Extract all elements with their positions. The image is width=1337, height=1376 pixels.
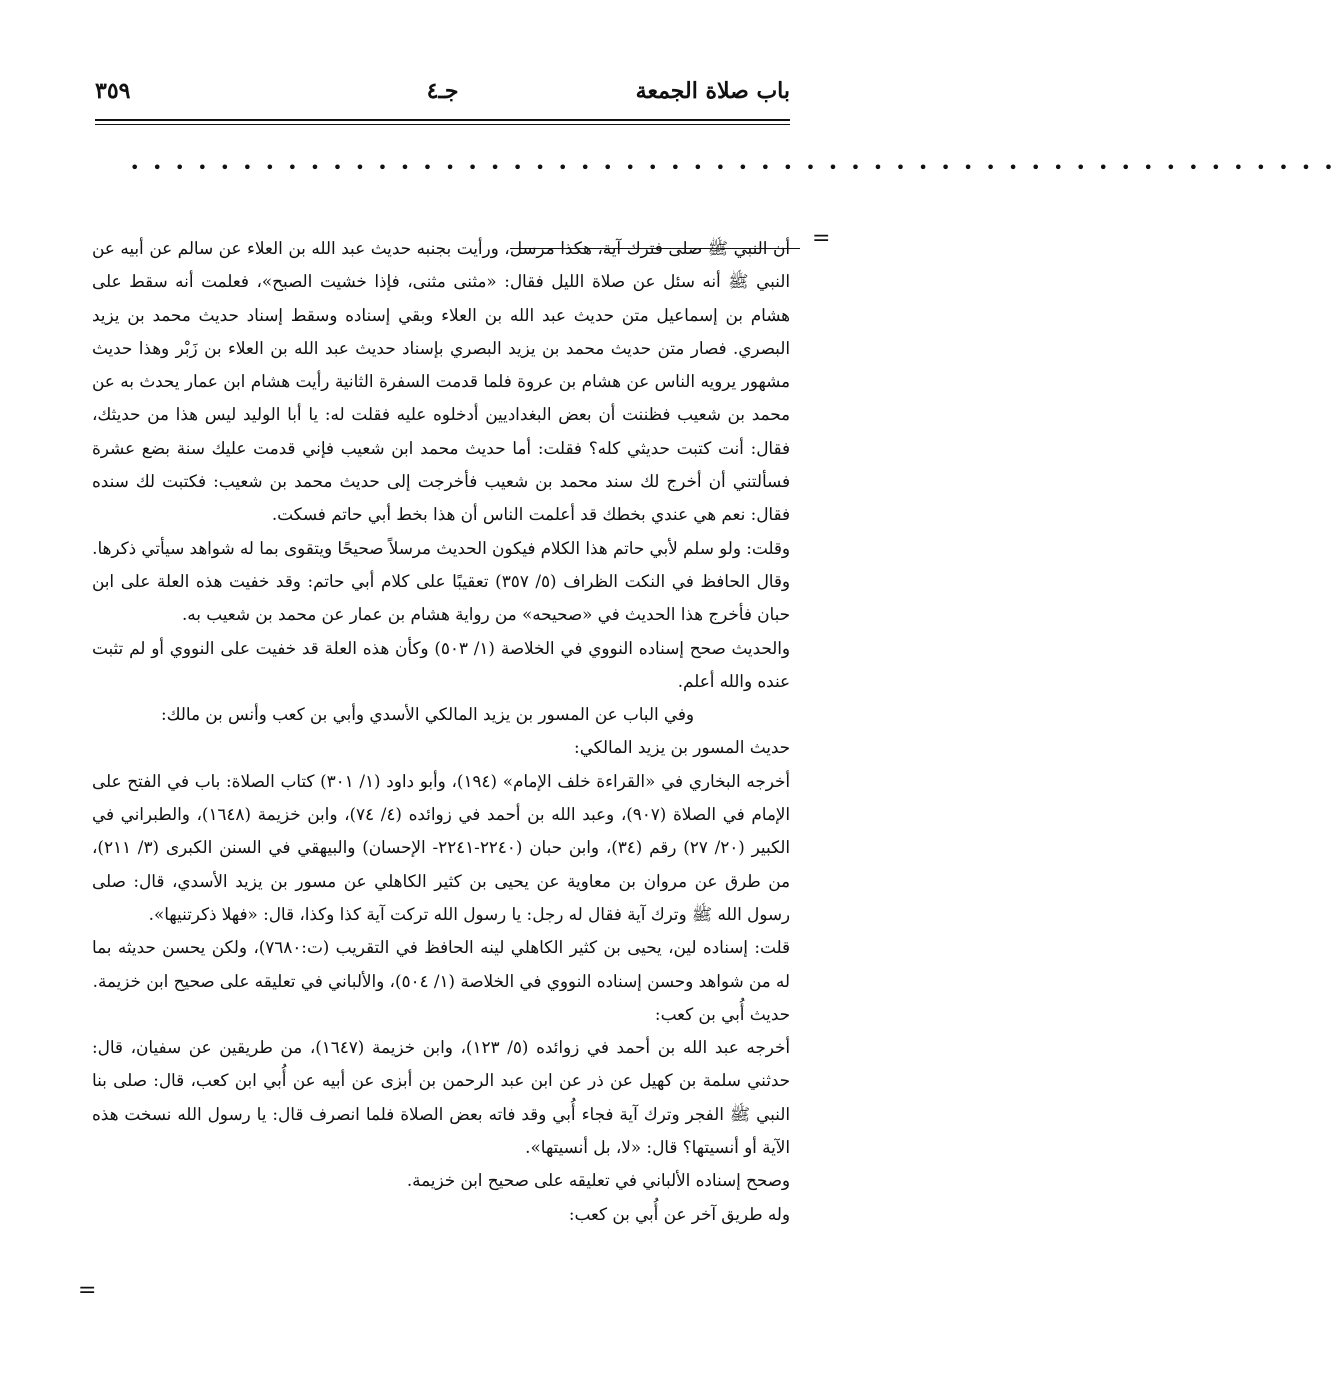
paragraph: أخرجه عبد الله بن أحمد في زوائده (٥/ ١٢٣)، وابن خزيمة (١٦٤٧)، من طريقين عن سفيان، قال: حدثني سلمة بن كهيل عن ذر عن ابن عبد الرحمن بن أبزى عن أبيه عن أُبي ابن كعب، قال: صلى بنا النبي ﷺ الفجر وترك آية فجاء أُبي وقد فاته بعض الصلاة فلما انصرف قال: يا رسول الله نسخت هذه الآية أو أنسيتها؟ قال: «لا، بل أنسيتها». [92,1037,790,1158]
footnote-continues-mark: = [78,1278,97,1303]
paragraph: قلت: إسناده لين، يحيى بن كثير الكاهلي لينه الحافظ في التقريب (ت:٧٦٨٠)، ولكن يحسن حديثه بما له من شواهد وحسن إسناده النووي في الخلاصة (١/ ٥٠٤)، والألباني في تعليقه على صحيح ابن خزيمة. [92,937,791,991]
paragraph: وفي الباب عن المسور بن يزيد المالكي الأسدي وأبي بن كعب وأنس بن مالك: [161,704,694,725]
paragraph: وصحح إسناده الألباني في تعليقه على صحيح ابن خزيمة. [406,1170,790,1191]
paragraph: وقال الحافظ في النكت الظراف (٥/ ٣٥٧) تعقيبًا على كلام أبي حاتم: وقد خفيت هذه العلة على ابن حبان فأخرج هذا الحديث في «صحيحه» من رواية هشام بن عمار عن محمد بن شعيب به. [92,570,790,625]
footnote-body [92,232,790,1231]
paragraph: أن النبي ﷺ صلى فترك آية، هكذا مرسل، ورأيت بجنبه حديث عبد الله بن العلاء عن سالم عن أبيه عن النبي ﷺ أنه سئل عن صلاة الليل فقال: «مثنى مثنى، فإذا خشيت الصبح»، فعلمت أنه سقط على هشام بن إسماعيل متن حديث عبد الله بن العلاء وبقي إسناده وسقط إسناد حديث محمد بن يزيد البصري. فصار متن حديث محمد بن يزيد البصري بإسناد حديث عبد الله بن العلاء بن زَبْر وهذا حديث مشهور يرويه الناس عن هشام بن عروة فلما قدمت السفرة الثانية رأيت هشام ابن عمار يحدث به عن محمد بن شعيب فظننت أن بعض البغداديين أدخلوه عليه فقلت له: يا أبا الوليد ليس هذا من حديثك، فقال: أنت كتبت حديثي كله؟ فقلت: أما حديث محمد ابن شعيب فإني قدمت عليك سنة بضع عشرة فسألتني أن أخرج لك سند محمد بن شعيب فأخرجت إلى حديث محمد بن شعيب: فكتبت لك سنده فقال: نعم هي عندي بخطك قد أعلمت الناس أن هذا بخط أبي حاتم فسكت. [92,238,790,525]
paragraph: وله طريق آخر عن أُبي بن كعب: [568,1203,790,1224]
paragraph: وقلت: ولو سلم لأبي حاتم هذا الكلام فيكون الحديث مرسلاً صحيحًا ويتقوى بما له شواهد سيأتي ذكرها. [92,537,790,558]
section-heading: حديث أُبي بن كعب: [654,1003,790,1024]
header-rule-thin [95,124,790,125]
page-header [95,78,790,118]
page-number: ٣٥٩ [95,78,131,104]
section-heading: حديث المسور بن يزيد المالكي: [574,737,790,758]
separator-dots: • • • • • • • • • • • • • • • • • • • • • • • • • • • • • • • • • • • • • • • • • • • • • • • • • • • • • • [130,158,1337,177]
volume-label: جـ٤ [426,78,459,104]
header-rule-thick [95,119,790,121]
chapter-title: باب صلاة الجمعة [635,78,790,104]
paragraph: والحديث صحح إسناده النووي في الخلاصة (١/ ٥٠٣) وكأن هذه العلة قد خفيت على النووي أو لم تثبت عنده والله أعلم. [92,637,791,691]
paragraph: أخرجه البخاري في «القراءة خلف الإمام» (١٩٤)، وأبو داود (١/ ٣٠١) كتاب الصلاة: باب في الفتح على الإمام في الصلاة (٩٠٧)، وعبد الله بن أحمد في زوائده (٤/ ٧٤)، وابن خزيمة (١٦٤٨)، والطبراني في الكبير (٢٠/ ٢٧) رقم (٣٤)، وابن حبان (٢٢٤٠-٢٢٤١- الإحسان) والبيهقي في السنن الكبرى (٣/ ٢١١)، من طرق عن مروان بن معاوية عن يحيى بن كثير الكاهلي عن مسور بن يزيد الأسدي، قال: صلى رسول الله ﷺ وترك آية فقال له رجل: يا رسول الله تركت آية كذا وكذا، قال: «فهلا ذكرتنيها». [92,770,791,924]
footnote-continuation-mark: = [812,226,831,251]
